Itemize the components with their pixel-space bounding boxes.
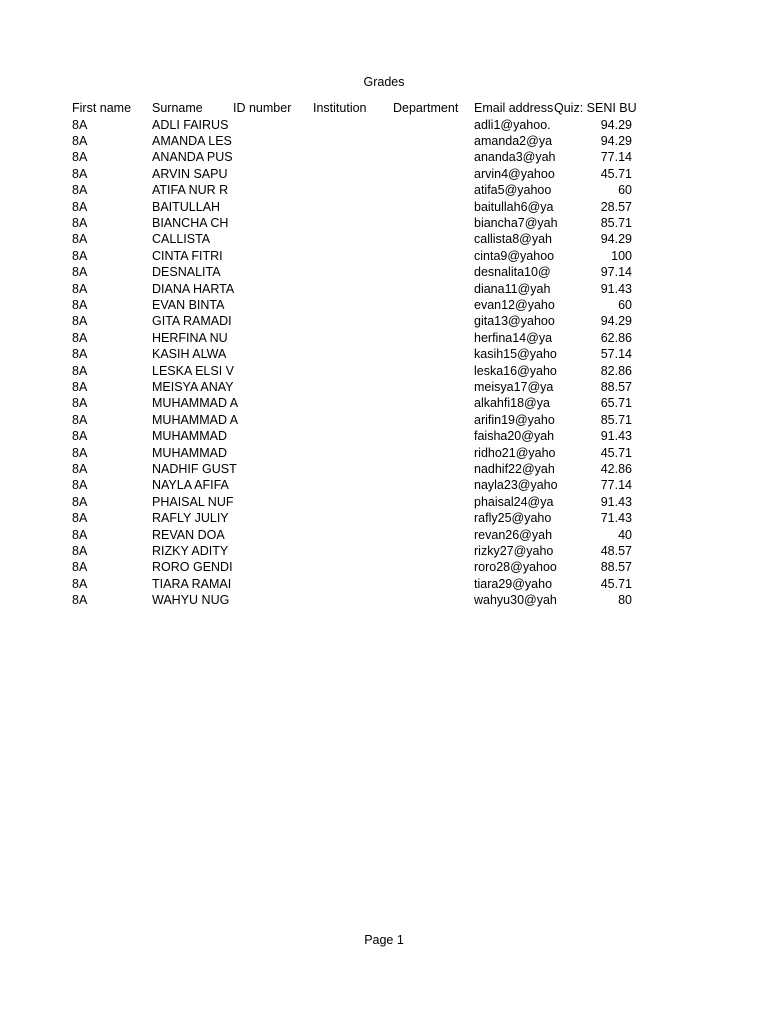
table-row xyxy=(0,117,768,133)
table-row xyxy=(0,281,768,297)
cell-first-name: 8A xyxy=(72,265,88,280)
cell-quiz-score: 48.57 xyxy=(600,543,632,558)
cell-surname: REVAN DOA xyxy=(152,527,225,542)
cell-surname: HERFINA NU xyxy=(152,330,228,345)
cell-first-name: 8A xyxy=(72,330,88,345)
cell-first-name: 8A xyxy=(72,199,88,214)
cell-quiz-score: 94.29 xyxy=(600,133,632,148)
cell-surname: BAITULLAH xyxy=(152,199,221,214)
cell-first-name: 8A xyxy=(72,576,88,591)
cell-first-name: 8A xyxy=(72,445,88,460)
table-row xyxy=(0,527,768,543)
cell-quiz-score: 97.14 xyxy=(600,265,632,280)
cell-email: ananda3@yah xyxy=(474,150,556,165)
cell-surname: ATIFA NUR R xyxy=(152,183,229,198)
cell-first-name: 8A xyxy=(72,166,88,181)
table-row xyxy=(0,215,768,231)
cell-email: revan26@yah xyxy=(474,527,553,542)
cell-surname: MUHAMMAD xyxy=(152,445,227,460)
cell-first-name: 8A xyxy=(72,511,88,526)
cell-surname: ANANDA PUS xyxy=(152,150,233,165)
cell-email: desnalita10@ xyxy=(474,265,551,280)
header-institution: Institution xyxy=(313,101,367,115)
cell-quiz-score: 91.43 xyxy=(600,281,632,296)
cell-first-name: 8A xyxy=(72,527,88,542)
cell-quiz-score: 77.14 xyxy=(600,150,632,165)
cell-surname: GITA RAMADI xyxy=(152,314,232,329)
cell-surname: ARVIN SAPU xyxy=(152,166,228,181)
cell-surname: DESNALITA xyxy=(152,265,221,280)
table-row xyxy=(0,199,768,215)
cell-surname: LESKA ELSI V xyxy=(152,363,234,378)
cell-quiz-score: 100 xyxy=(611,248,632,263)
cell-first-name: 8A xyxy=(72,215,88,230)
cell-quiz-score: 94.29 xyxy=(600,232,632,247)
cell-quiz-score: 60 xyxy=(618,297,632,312)
cell-quiz-score: 62.86 xyxy=(600,330,632,345)
cell-surname: AMANDA LES xyxy=(152,133,232,148)
cell-quiz-score: 57.14 xyxy=(600,347,632,362)
cell-surname: RORO GENDI xyxy=(152,560,233,575)
table-row xyxy=(0,510,768,526)
cell-email: kasih15@yaho xyxy=(474,347,557,362)
table-row xyxy=(0,379,768,395)
cell-first-name: 8A xyxy=(72,396,88,411)
cell-quiz-score: 85.71 xyxy=(600,412,632,427)
cell-email: callista8@yah xyxy=(474,232,553,247)
cell-quiz-score: 45.71 xyxy=(600,445,632,460)
cell-quiz-score: 42.86 xyxy=(600,461,632,476)
cell-quiz-score: 94.29 xyxy=(600,117,632,132)
cell-first-name: 8A xyxy=(72,183,88,198)
cell-email: amanda2@ya xyxy=(474,133,553,148)
table-row xyxy=(0,313,768,329)
table-row xyxy=(0,477,768,493)
cell-email: gita13@yahoo xyxy=(474,314,555,329)
cell-email: cinta9@yahoo xyxy=(474,248,555,263)
cell-surname: ADLI FAIRUS xyxy=(152,117,229,132)
table-row xyxy=(0,543,768,559)
cell-first-name: 8A xyxy=(72,429,88,444)
cell-first-name: 8A xyxy=(72,478,88,493)
table-row xyxy=(0,576,768,592)
cell-first-name: 8A xyxy=(72,281,88,296)
cell-email: meisya17@ya xyxy=(474,379,554,394)
cell-email: rafly25@yaho xyxy=(474,511,552,526)
table-row xyxy=(0,264,768,280)
cell-email: ridho21@yaho xyxy=(474,445,556,460)
cell-quiz-score: 40 xyxy=(618,527,632,542)
cell-email: alkahfi18@ya xyxy=(474,396,550,411)
cell-surname: WAHYU NUG xyxy=(152,593,230,608)
cell-first-name: 8A xyxy=(72,347,88,362)
cell-quiz-score: 91.43 xyxy=(600,494,632,509)
cell-quiz-score: 65.71 xyxy=(600,396,632,411)
cell-surname: MUHAMMAD A xyxy=(152,412,239,427)
cell-first-name: 8A xyxy=(72,543,88,558)
table-row xyxy=(0,166,768,182)
table-row xyxy=(0,494,768,510)
table-row xyxy=(0,412,768,428)
cell-first-name: 8A xyxy=(72,248,88,263)
cell-first-name: 8A xyxy=(72,133,88,148)
cell-surname: RIZKY ADITY xyxy=(152,543,229,558)
cell-surname: PHAISAL NUF xyxy=(152,494,234,509)
cell-first-name: 8A xyxy=(72,232,88,247)
cell-email: leska16@yaho xyxy=(474,363,557,378)
cell-quiz-score: 88.57 xyxy=(600,379,632,394)
cell-quiz-score: 91.43 xyxy=(600,429,632,444)
table-row xyxy=(0,445,768,461)
cell-email: biancha7@yah xyxy=(474,215,558,230)
table-row xyxy=(0,149,768,165)
cell-first-name: 8A xyxy=(72,117,88,132)
table-row xyxy=(0,231,768,247)
cell-email: faisha20@yah xyxy=(474,429,555,444)
cell-quiz-score: 94.29 xyxy=(600,314,632,329)
cell-surname: KASIH ALWA xyxy=(152,347,227,362)
cell-email: rizky27@yaho xyxy=(474,543,554,558)
header-id-number: ID number xyxy=(233,101,292,115)
table-row xyxy=(0,363,768,379)
table-row xyxy=(0,330,768,346)
table-row xyxy=(0,346,768,362)
table-header xyxy=(0,100,768,116)
table-row xyxy=(0,559,768,575)
cell-email: herfina14@ya xyxy=(474,330,553,345)
cell-email: diana11@yah xyxy=(474,281,551,296)
cell-quiz-score: 45.71 xyxy=(600,576,632,591)
cell-surname: CALLISTA xyxy=(152,232,211,247)
header-quiz: Quiz: SENI BU xyxy=(554,101,637,115)
page-number: Page 1 xyxy=(364,933,404,947)
cell-surname: TIARA RAMAI xyxy=(152,576,232,591)
cell-surname: MEISYA ANAY xyxy=(152,379,234,394)
table-row xyxy=(0,428,768,444)
table-row xyxy=(0,182,768,198)
cell-quiz-score: 45.71 xyxy=(600,166,632,181)
cell-quiz-score: 85.71 xyxy=(600,215,632,230)
page-title: Grades xyxy=(363,75,405,89)
cell-email: tiara29@yaho xyxy=(474,576,553,591)
cell-surname: MUHAMMAD xyxy=(152,429,227,444)
cell-surname: DIANA HARTA xyxy=(152,281,235,296)
cell-email: nadhif22@yah xyxy=(474,461,555,476)
cell-surname: NADHIF GUST xyxy=(152,461,237,476)
cell-quiz-score: 88.57 xyxy=(600,560,632,575)
table-row xyxy=(0,133,768,149)
cell-first-name: 8A xyxy=(72,363,88,378)
cell-email: arifin19@yaho xyxy=(474,412,555,427)
cell-first-name: 8A xyxy=(72,560,88,575)
table-row xyxy=(0,461,768,477)
cell-surname: NAYLA AFIFA xyxy=(152,478,229,493)
table-row xyxy=(0,395,768,411)
cell-email: atifa5@yahoo xyxy=(474,183,552,198)
table-row xyxy=(0,592,768,608)
table-row xyxy=(0,248,768,264)
cell-email: nayla23@yaho xyxy=(474,478,558,493)
cell-email: evan12@yaho xyxy=(474,297,555,312)
cell-first-name: 8A xyxy=(72,150,88,165)
header-surname: Surname xyxy=(152,101,203,115)
cell-email: adli1@yahoo. xyxy=(474,117,551,132)
header-first-name: First name xyxy=(72,101,132,115)
cell-email: phaisal24@ya xyxy=(474,494,554,509)
cell-first-name: 8A xyxy=(72,297,88,312)
cell-surname: EVAN BINTA xyxy=(152,297,225,312)
cell-surname: CINTA FITRI xyxy=(152,248,223,263)
cell-surname: MUHAMMAD A xyxy=(152,396,239,411)
cell-surname: RAFLY JULIY xyxy=(152,511,229,526)
cell-quiz-score: 28.57 xyxy=(600,199,632,214)
header-department: Department xyxy=(393,101,459,115)
table-row xyxy=(0,297,768,313)
header-email: Email address xyxy=(474,101,554,115)
cell-first-name: 8A xyxy=(72,593,88,608)
cell-quiz-score: 60 xyxy=(618,183,632,198)
cell-first-name: 8A xyxy=(72,461,88,476)
cell-first-name: 8A xyxy=(72,494,88,509)
cell-first-name: 8A xyxy=(72,379,88,394)
cell-surname: BIANCHA CH xyxy=(152,215,229,230)
cell-quiz-score: 77.14 xyxy=(600,478,632,493)
cell-first-name: 8A xyxy=(72,412,88,427)
cell-quiz-score: 82.86 xyxy=(600,363,632,378)
cell-email: baitullah6@ya xyxy=(474,199,554,214)
cell-first-name: 8A xyxy=(72,314,88,329)
cell-email: roro28@yahoo xyxy=(474,560,557,575)
cell-quiz-score: 71.43 xyxy=(600,511,632,526)
cell-quiz-score: 80 xyxy=(618,593,632,608)
cell-email: arvin4@yahoo xyxy=(474,166,555,181)
cell-email: wahyu30@yah xyxy=(474,593,557,608)
